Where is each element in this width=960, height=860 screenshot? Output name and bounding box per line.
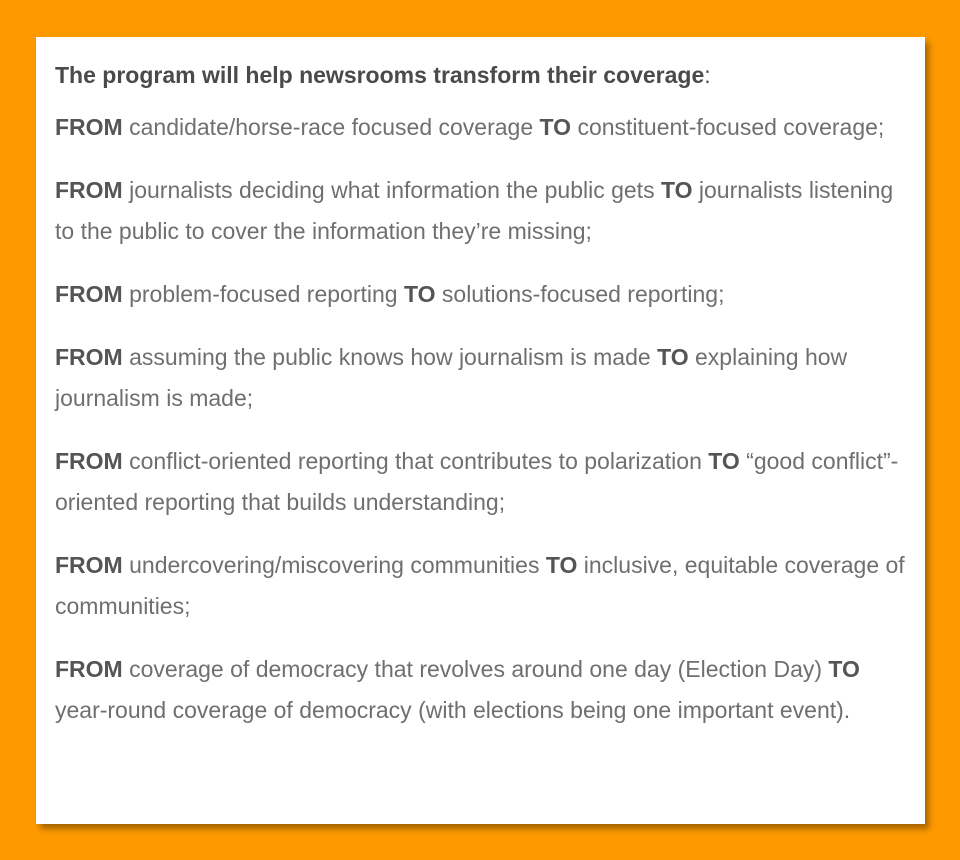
to-text: solutions-focused reporting; <box>435 281 725 307</box>
to-keyword: TO <box>657 344 689 370</box>
transformation-item-3 <box>55 274 905 315</box>
from-text: coverage of democracy that revolves around one day (Election Day) <box>122 656 829 682</box>
to-text: explaining how journalism is made; <box>55 344 848 411</box>
from-keyword: FROM <box>55 448 123 474</box>
from-text: problem-focused reporting <box>122 281 404 307</box>
from-text: assuming the public knows how journalism is made <box>122 344 658 370</box>
to-keyword: TO <box>545 552 578 578</box>
from-text: undercovering/miscovering communities <box>122 552 546 578</box>
to-keyword: TO <box>828 656 860 682</box>
from-keyword: FROM <box>55 344 123 370</box>
transformation-item-7 <box>55 649 905 731</box>
intro-heading-text: The program will help newsrooms transform their coverage <box>55 62 705 88</box>
to-keyword: TO <box>539 114 572 140</box>
transformation-item-2 <box>55 170 905 252</box>
transformation-item-1 <box>55 107 905 148</box>
to-keyword: TO <box>403 281 436 307</box>
to-text: year-round coverage of democracy (with elections being one important event). <box>55 697 851 723</box>
intro-heading-colon: : <box>704 62 711 88</box>
transformation-item-6 <box>55 545 905 627</box>
to-text: journalists listening to the public to cover the information they’re missing; <box>55 177 894 244</box>
to-text: constituent-focused coverage; <box>571 114 885 140</box>
transformation-item-5 <box>55 441 905 523</box>
transformation-item-4 <box>55 337 905 419</box>
from-keyword: FROM <box>55 177 123 203</box>
from-keyword: FROM <box>55 656 123 682</box>
from-text: candidate/horse-race focused coverage <box>122 114 540 140</box>
from-keyword: FROM <box>55 552 123 578</box>
intro-heading <box>55 59 905 91</box>
to-keyword: TO <box>660 177 693 203</box>
from-keyword: FROM <box>55 281 123 307</box>
from-keyword: FROM <box>55 114 123 140</box>
content-card <box>36 37 925 824</box>
from-text: conflict-oriented reporting that contributes to polarization <box>122 448 709 474</box>
to-keyword: TO <box>708 448 740 474</box>
to-text: inclusive, equitable coverage of communities; <box>55 552 905 619</box>
to-text: “good conflict”-oriented reporting that builds understanding; <box>55 448 899 515</box>
from-text: journalists deciding what information the public gets <box>122 177 661 203</box>
